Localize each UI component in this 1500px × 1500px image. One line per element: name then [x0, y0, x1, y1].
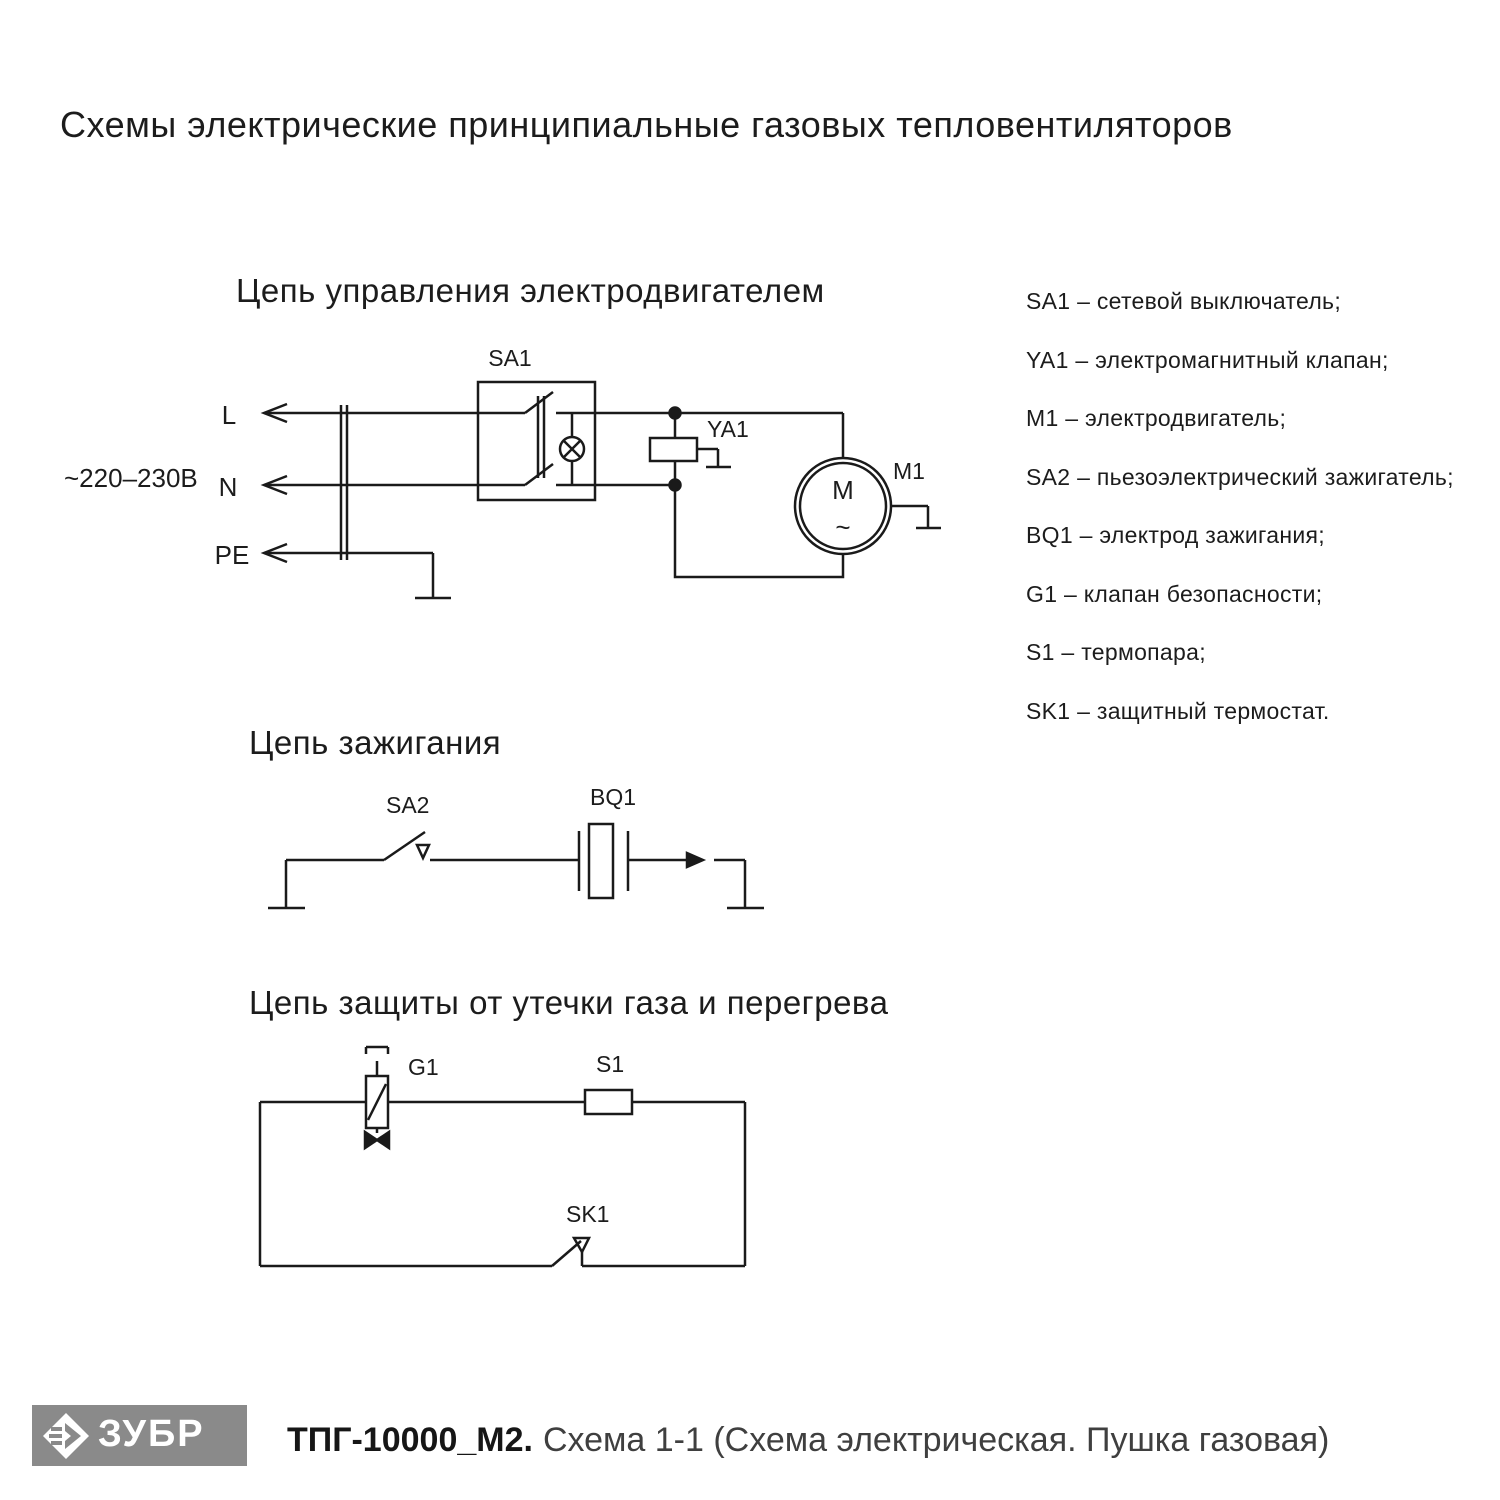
label-sa2: SA2: [386, 792, 430, 818]
footer-caption: [287, 1421, 1329, 1460]
lamp-cross: [564, 441, 581, 458]
motor-control-circuit: [64, 345, 941, 598]
wire-pe: [264, 553, 451, 598]
label-s1: S1: [596, 1051, 625, 1077]
zubr-logo-text: ЗУБР: [98, 1413, 205, 1455]
terminal-strip: [341, 405, 347, 560]
label-motor-m: M: [832, 475, 854, 505]
ignition-ground-right: [714, 860, 764, 908]
piezo-bq1-body: [589, 824, 613, 898]
wire-motor-return: [675, 485, 843, 577]
legend-item-m1: M1 – электродвигатель;: [1026, 405, 1287, 431]
label-g1: G1: [408, 1054, 439, 1080]
legend-item-ya1: YA1 – электромагнитный клапан;: [1026, 346, 1389, 373]
switch-sa1-box: [478, 382, 595, 500]
footer-scheme-caption: Схема 1-1 (Схема электрическая. Пушка газовая): [542, 1421, 1330, 1459]
protection-circuit: [260, 1047, 745, 1266]
section-title-ignition: Цепь зажигания: [249, 724, 502, 761]
label-bq1: BQ1: [590, 784, 637, 810]
coil-ya1-ground: [697, 449, 731, 467]
legend-item-g1: G1 – клапан безопасности;: [1026, 580, 1323, 607]
label-pe: PE: [214, 540, 250, 570]
legend-item-bq1: BQ1 – электрод зажигания;: [1026, 522, 1325, 548]
zubr-logo: [32, 1405, 247, 1466]
thermostat-sk1-blade: [552, 1241, 581, 1266]
component-legend: [1026, 272, 1486, 740]
ignition-ground-left: [268, 860, 305, 908]
switch-sa2-contact: [417, 845, 429, 858]
label-line-l: L: [221, 400, 237, 430]
thermocouple-s1-body: [585, 1090, 632, 1114]
switch-sa1-link: [538, 396, 544, 478]
label-ya1: YA1: [707, 416, 749, 442]
label-sk1: SK1: [566, 1201, 610, 1227]
legend-item-sk1: SK1 – защитный термостат.: [1026, 697, 1330, 724]
footer-model: ТПГ-10000_М2.: [287, 1421, 533, 1459]
motor-m1-ground: [891, 506, 941, 528]
valve-g1-bowtie-right: [377, 1132, 389, 1148]
label-sa1: SA1: [488, 345, 532, 371]
legend-item-s1: S1 – термопара;: [1026, 639, 1206, 665]
page-title: Схемы электрические принципиальные газовых тепловентиляторов: [60, 104, 1233, 145]
label-m1: M1: [893, 458, 925, 484]
label-motor-ac: ~: [835, 512, 851, 542]
label-neutral-n: N: [218, 472, 238, 502]
valve-g1-diagonal: [368, 1084, 386, 1120]
coil-ya1-box: [650, 438, 697, 461]
spark-arrowhead: [687, 853, 703, 867]
legend-item-sa1: SA1 – сетевой выключатель;: [1026, 288, 1342, 314]
legend-item-sa2: SA2 – пьезоэлектрический зажигатель;: [1026, 463, 1454, 490]
section-title-protection: Цепь защиты от утечки газа и перегрева: [249, 984, 889, 1021]
section-title-motor-control: Цепь управления электродвигателем: [236, 272, 825, 309]
zubr-logo-icon: [42, 1412, 90, 1460]
valve-g1-actuator: [366, 1047, 388, 1076]
label-voltage: ~220–230В: [64, 463, 198, 493]
ignition-circuit: [268, 784, 764, 908]
